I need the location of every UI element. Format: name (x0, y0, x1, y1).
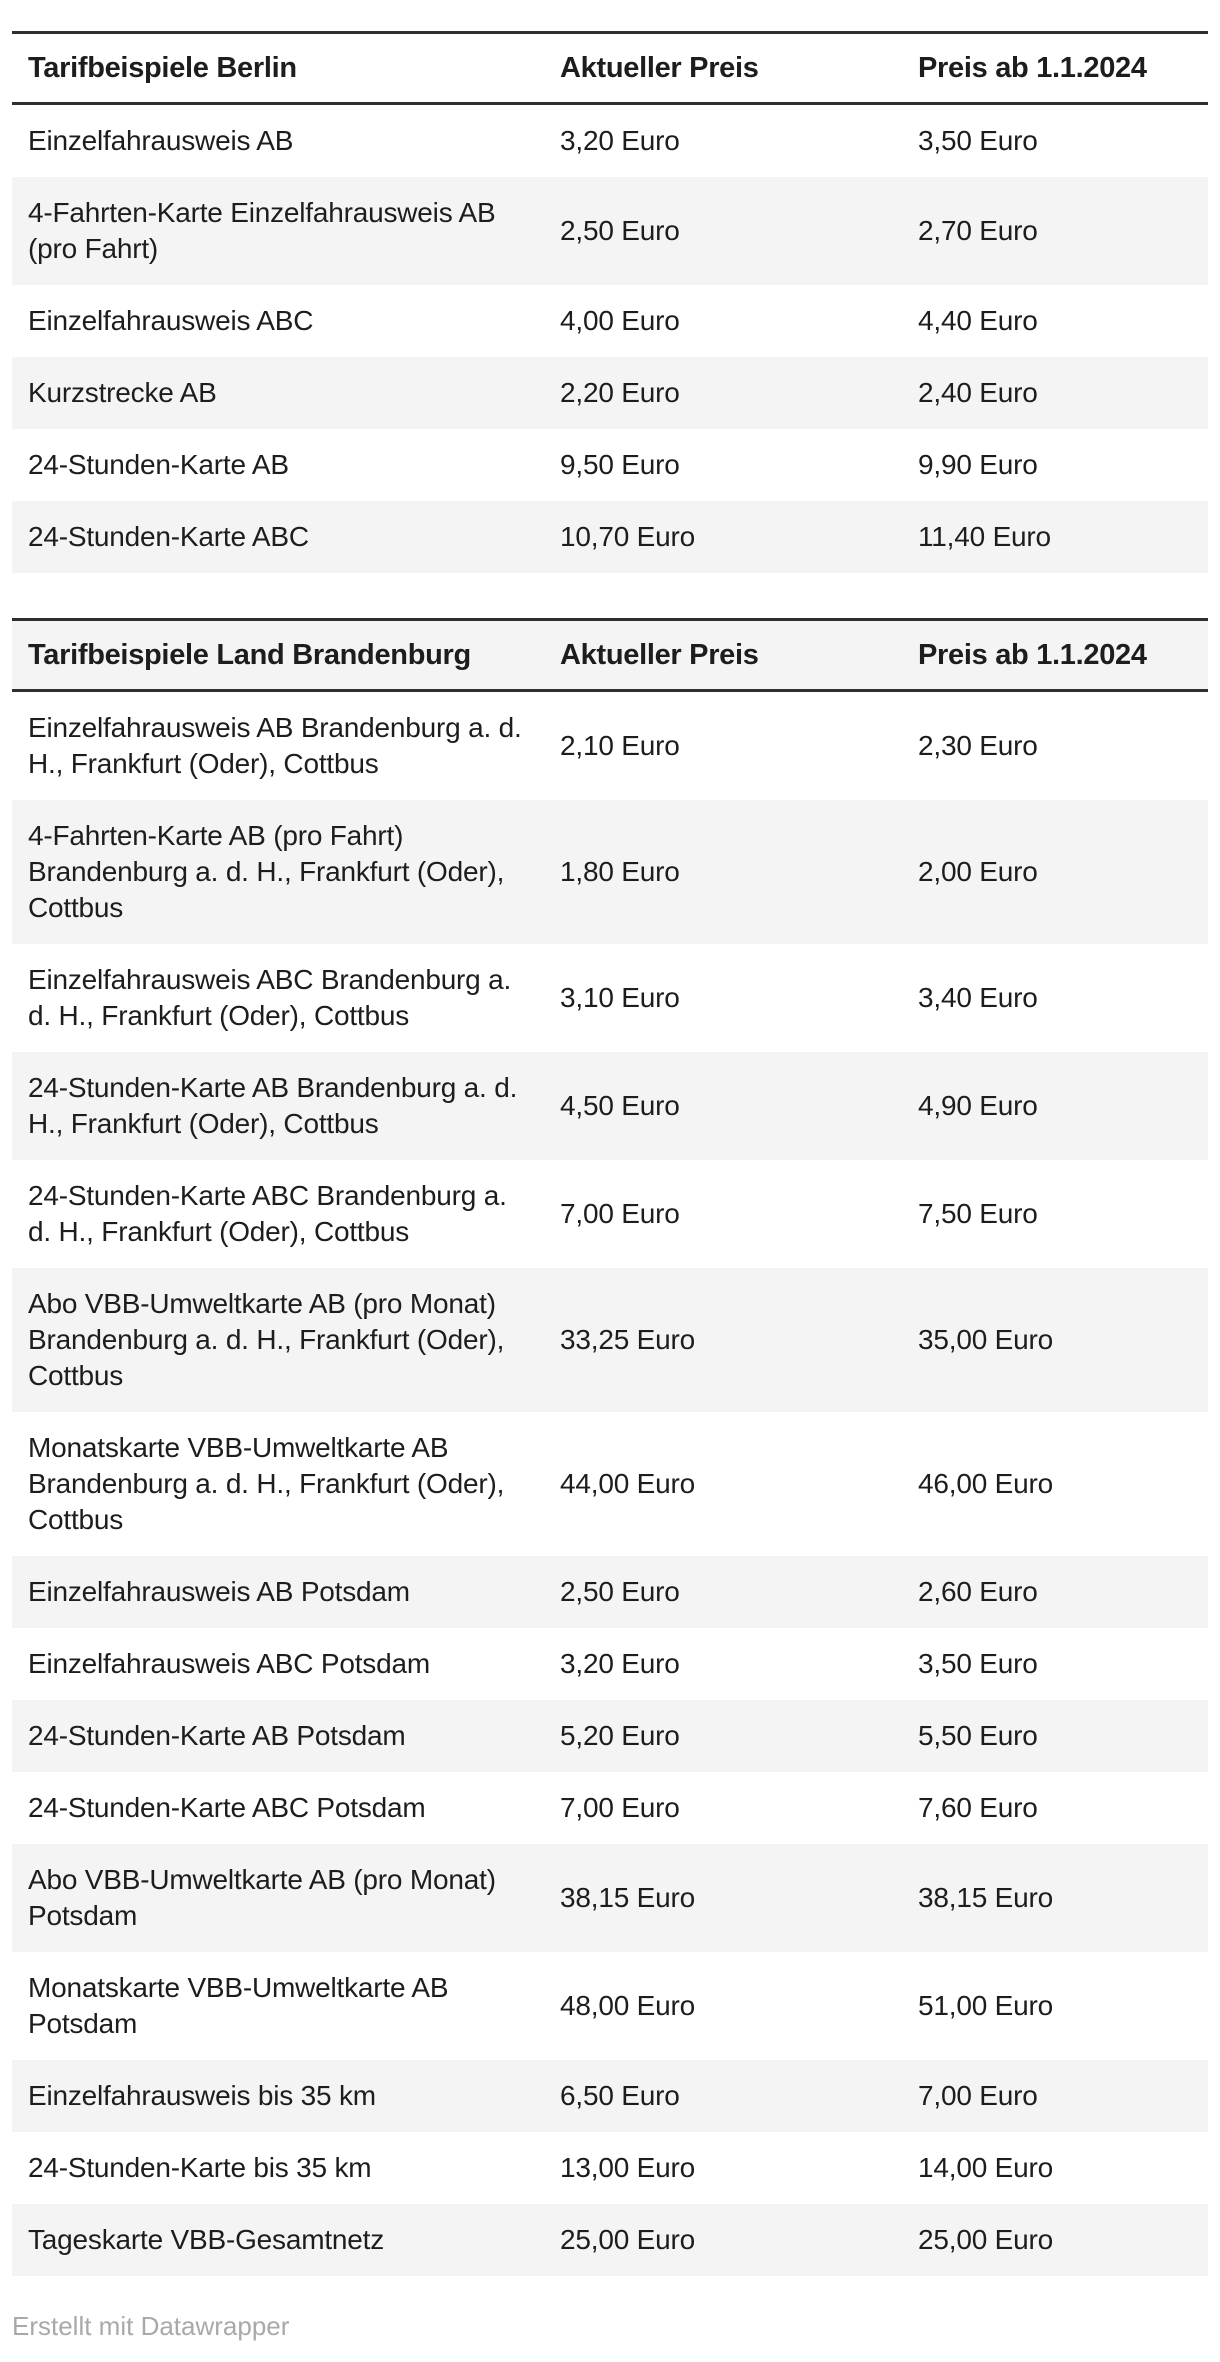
current-price: 5,20 Euro (560, 1720, 680, 1751)
current-price: 25,00 Euro (560, 2224, 695, 2255)
new-price: 35,00 Euro (918, 1324, 1053, 1355)
current-price: 44,00 Euro (560, 1468, 695, 1499)
table-row (12, 357, 1208, 429)
new-price: 7,50 Euro (918, 1198, 1038, 1229)
table-row (12, 2204, 1208, 2276)
ticket-label: 24-Stunden-Karte ABC (28, 521, 309, 552)
current-price: 48,00 Euro (560, 1990, 695, 2021)
column-header-current-price: Aktueller Preis (560, 52, 759, 84)
table-row (12, 1412, 1208, 1556)
table-berlin (12, 31, 1208, 573)
table-row (12, 501, 1208, 573)
table-row (12, 1160, 1208, 1268)
current-price: 38,15 Euro (560, 1882, 695, 1913)
table-row (12, 944, 1208, 1052)
table-brandenburg (12, 618, 1208, 2276)
current-price: 4,50 Euro (560, 1090, 680, 1121)
new-price: 7,60 Euro (918, 1792, 1038, 1823)
brandenburg-price-table (12, 618, 1208, 2276)
ticket-label: Abo VBB-Umweltkarte AB (pro Monat) Brandenburg a. d. H., Frankfurt (Oder), Cottbus (28, 1288, 505, 1391)
current-price: 4,00 Euro (560, 305, 680, 336)
table-header-row (12, 33, 1208, 104)
new-price: 3,50 Euro (918, 1648, 1038, 1679)
new-price: 3,40 Euro (918, 982, 1038, 1013)
ticket-label: 24-Stunden-Karte ABC Potsdam (28, 1792, 426, 1823)
table-row (12, 1700, 1208, 1772)
new-price: 14,00 Euro (918, 2152, 1053, 2183)
current-price: 3,20 Euro (560, 1648, 680, 1679)
new-price: 4,90 Euro (918, 1090, 1038, 1121)
new-price: 3,50 Euro (918, 125, 1038, 156)
ticket-label: Einzelfahrausweis ABC (28, 305, 314, 336)
table-row (12, 1772, 1208, 1844)
current-price: 10,70 Euro (560, 521, 695, 552)
column-header-current-price: Aktueller Preis (560, 639, 759, 671)
ticket-label: Tageskarte VBB-Gesamtnetz (28, 2224, 385, 2255)
ticket-label: 24-Stunden-Karte bis 35 km (28, 2152, 372, 2183)
ticket-label: 4-Fahrten-Karte AB (pro Fahrt) Brandenburg a. d. H., Frankfurt (Oder), Cottbus (28, 820, 505, 923)
table-row (12, 2060, 1208, 2132)
table-row (12, 2132, 1208, 2204)
ticket-label: Monatskarte VBB-Umweltkarte AB Potsdam (28, 1972, 449, 2039)
ticket-label: 24-Stunden-Karte ABC Brandenburg a. d. H., Frankfurt (Oder), Cottbus (28, 1180, 507, 1247)
new-price: 7,00 Euro (918, 2080, 1038, 2111)
current-price: 2,50 Euro (560, 1576, 680, 1607)
current-price: 33,25 Euro (560, 1324, 695, 1355)
current-price: 7,00 Euro (560, 1792, 680, 1823)
table-row (12, 1628, 1208, 1700)
table-row (12, 800, 1208, 944)
table-row (12, 1556, 1208, 1628)
current-price: 2,20 Euro (560, 377, 680, 408)
new-price: 38,15 Euro (918, 1882, 1053, 1913)
table-row (12, 1952, 1208, 2060)
ticket-label: 24-Stunden-Karte AB Potsdam (28, 1720, 406, 1751)
new-price: 2,30 Euro (918, 730, 1038, 761)
table-title-berlin: Tarifbeispiele Berlin (28, 52, 297, 84)
current-price: 9,50 Euro (560, 449, 680, 480)
current-price: 7,00 Euro (560, 1198, 680, 1229)
current-price: 3,20 Euro (560, 125, 680, 156)
table-header-row (12, 620, 1208, 691)
datawrapper-credit: Erstellt mit Datawrapper (12, 2311, 290, 2341)
ticket-label: Einzelfahrausweis ABC Potsdam (28, 1648, 430, 1679)
ticket-label: Monatskarte VBB-Umweltkarte AB Brandenburg a. d. H., Frankfurt (Oder), Cottbus (28, 1432, 505, 1535)
table-row (12, 429, 1208, 501)
table-row (12, 177, 1208, 285)
new-price: 4,40 Euro (918, 305, 1038, 336)
table-row (12, 691, 1208, 801)
new-price: 2,70 Euro (918, 215, 1038, 246)
ticket-label: 24-Stunden-Karte AB Brandenburg a. d. H., Frankfurt (Oder), Cottbus (28, 1072, 518, 1139)
table-title-brandenburg: Tarifbeispiele Land Brandenburg (28, 639, 471, 671)
current-price: 6,50 Euro (560, 2080, 680, 2111)
current-price: 2,10 Euro (560, 730, 680, 761)
table-row (12, 1268, 1208, 1412)
ticket-label: Einzelfahrausweis AB (28, 125, 294, 156)
ticket-label: Einzelfahrausweis AB Potsdam (28, 1576, 410, 1607)
ticket-label: Einzelfahrausweis AB Brandenburg a. d. H., Frankfurt (Oder), Cottbus (28, 712, 522, 779)
current-price: 2,50 Euro (560, 215, 680, 246)
new-price: 2,00 Euro (918, 856, 1038, 887)
ticket-label: 4-Fahrten-Karte Einzelfahrausweis AB (pro Fahrt) (28, 197, 496, 264)
ticket-label: Einzelfahrausweis bis 35 km (28, 2080, 376, 2111)
current-price: 1,80 Euro (560, 856, 680, 887)
new-price: 9,90 Euro (918, 449, 1038, 480)
ticket-label: Kurzstrecke AB (28, 377, 217, 408)
column-header-new-price: Preis ab 1.1.2024 (918, 639, 1147, 671)
table-row (12, 1844, 1208, 1952)
table-row (12, 1052, 1208, 1160)
current-price: 13,00 Euro (560, 2152, 695, 2183)
new-price: 25,00 Euro (918, 2224, 1053, 2255)
column-header-new-price: Preis ab 1.1.2024 (918, 52, 1147, 84)
new-price: 51,00 Euro (918, 1990, 1053, 2021)
new-price: 2,60 Euro (918, 1576, 1038, 1607)
new-price: 5,50 Euro (918, 1720, 1038, 1751)
new-price: 11,40 Euro (918, 521, 1051, 552)
ticket-label: 24-Stunden-Karte AB (28, 449, 289, 480)
new-price: 2,40 Euro (918, 377, 1038, 408)
current-price: 3,10 Euro (560, 982, 680, 1013)
berlin-price-table (12, 31, 1208, 573)
table-row (12, 285, 1208, 357)
ticket-label: Abo VBB-Umweltkarte AB (pro Monat) Potsdam (28, 1864, 496, 1931)
ticket-label: Einzelfahrausweis ABC Brandenburg a. d. H., Frankfurt (Oder), Cottbus (28, 964, 512, 1031)
table-row (12, 104, 1208, 178)
new-price: 46,00 Euro (918, 1468, 1053, 1499)
